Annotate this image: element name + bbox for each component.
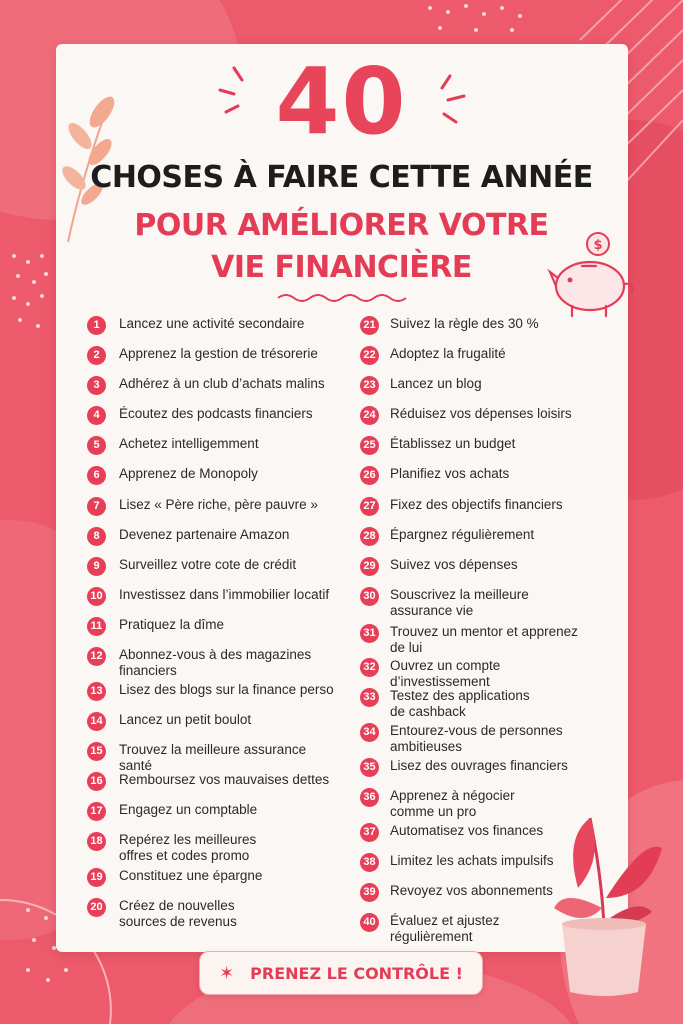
list-item	[360, 406, 572, 425]
item-label-line: Lancez un petit boulot	[119, 712, 252, 727]
list-item	[87, 527, 289, 546]
piggy-bank-icon	[544, 228, 640, 324]
item-number-badge: 22	[360, 346, 379, 365]
item-label	[119, 832, 256, 864]
item-label-line: Lancez une activité secondaire	[119, 316, 305, 331]
item-label-line: Constituez une épargne	[119, 868, 263, 883]
item-label	[390, 466, 509, 482]
item-number-badge: 24	[360, 406, 379, 425]
item-number-badge: 6	[87, 466, 106, 485]
list-item	[360, 497, 563, 516]
item-label-line: Automatisez vos finances	[390, 823, 544, 838]
item-label-line: comme un pro	[390, 804, 477, 819]
item-label	[119, 557, 296, 573]
item-number-badge: 11	[87, 617, 106, 636]
item-label-line: Limitez les achats impulsifs	[390, 853, 554, 868]
item-number-badge: 21	[360, 316, 379, 335]
cta-button[interactable]	[199, 951, 483, 995]
item-label-line: Souscrivez la meilleure	[390, 587, 529, 602]
list-item	[360, 688, 530, 720]
item-label-line: Réduisez vos dépenses loisirs	[390, 406, 572, 421]
item-label-line: Repérez les meilleures	[119, 832, 257, 847]
item-number-badge: 14	[87, 712, 106, 731]
item-label	[119, 712, 251, 728]
item-label-line: ambitieuses	[390, 739, 463, 754]
item-number-badge: 20	[87, 898, 106, 917]
item-number-badge: 28	[360, 527, 379, 546]
list-item	[360, 466, 509, 485]
list-item	[360, 436, 515, 455]
item-label-line: Apprenez de Monopoly	[119, 466, 258, 481]
item-label	[390, 316, 539, 332]
item-label-line: Engagez un comptable	[119, 802, 258, 817]
list-item	[360, 346, 506, 365]
item-label	[390, 376, 482, 392]
item-label	[390, 853, 554, 869]
item-label	[119, 772, 329, 788]
item-label-line: Lisez des ouvrages financiers	[390, 758, 568, 773]
item-label-line: Adhérez à un club d’achats malins	[119, 376, 325, 391]
item-number-badge: 26	[360, 466, 379, 485]
item-label-line: Pratiquez la dîme	[119, 617, 225, 632]
item-label	[119, 406, 313, 422]
headline-line-2-text: POUR AMÉLIORER VOTRE	[134, 208, 549, 243]
item-number-badge: 38	[360, 853, 379, 872]
list-item	[87, 802, 257, 821]
item-label	[119, 376, 325, 392]
item-label-line: Créez de nouvelles	[119, 898, 235, 913]
item-label	[119, 316, 304, 332]
list-item	[360, 913, 500, 945]
list-item	[87, 557, 296, 576]
item-number-badge: 31	[360, 624, 379, 643]
item-label	[119, 466, 258, 482]
item-number-badge: 23	[360, 376, 379, 395]
list-item	[87, 497, 318, 516]
item-number-badge: 36	[360, 788, 379, 807]
list-item	[87, 587, 329, 606]
list-item	[87, 376, 325, 395]
item-number-badge: 3	[87, 376, 106, 395]
item-label-line: Épargnez régulièrement	[390, 527, 535, 542]
list-item	[87, 682, 334, 701]
item-label-line: Évaluez et ajustez	[390, 913, 500, 928]
dots-decoration	[420, 0, 540, 40]
item-number-badge: 8	[87, 527, 106, 546]
item-label	[119, 682, 334, 698]
item-label	[390, 823, 543, 839]
list-item	[87, 647, 311, 679]
list-item	[360, 823, 543, 842]
item-label	[390, 346, 506, 362]
list-item	[360, 723, 563, 755]
list-item	[87, 436, 259, 455]
item-number-badge: 34	[360, 723, 379, 742]
item-number-badge: 2	[87, 346, 106, 365]
item-number-badge: 16	[87, 772, 106, 791]
item-number-badge: 37	[360, 823, 379, 842]
item-label	[390, 624, 578, 656]
item-label	[119, 527, 289, 543]
item-label-line: Lisez « Père riche, père pauvre »	[119, 497, 318, 512]
item-label-line: Ouvrez un compte d’investissement	[390, 658, 501, 689]
item-label	[390, 658, 600, 690]
item-label	[119, 346, 318, 362]
item-label-line: régulièrement	[390, 929, 473, 944]
item-label-line: Suivez vos dépenses	[390, 557, 518, 572]
item-number-badge: 25	[360, 436, 379, 455]
item-label	[119, 742, 342, 774]
list-item	[87, 466, 258, 485]
item-label-line: offres et codes promo	[119, 848, 250, 863]
item-number-badge: 9	[87, 557, 106, 576]
item-label-line: Adoptez la frugalité	[390, 346, 506, 361]
item-label	[390, 436, 515, 452]
item-label-line: financiers	[119, 663, 177, 678]
item-number-badge: 33	[360, 688, 379, 707]
item-number-badge: 35	[360, 758, 379, 777]
list-item	[87, 406, 313, 425]
list-item	[360, 758, 568, 777]
item-label	[390, 688, 530, 720]
item-label-line: Planifiez vos achats	[390, 466, 510, 481]
item-label	[390, 788, 515, 820]
list-item	[360, 557, 518, 576]
item-number-badge: 32	[360, 658, 379, 677]
list-item	[360, 788, 515, 820]
list-item	[87, 772, 329, 791]
list-item	[360, 316, 539, 335]
item-label-line: de lui	[390, 640, 423, 655]
item-label-line: sources de revenus	[119, 914, 237, 929]
item-label	[119, 647, 311, 679]
headline-line-1: CHOSES À FAIRE CETTE ANNÉE	[90, 160, 593, 195]
item-label-line: Apprenez à négocier	[390, 788, 515, 803]
list-item	[360, 658, 600, 690]
item-number-badge: 39	[360, 883, 379, 902]
item-number-badge: 27	[360, 497, 379, 516]
item-label-line: Surveillez votre cote de crédit	[119, 557, 297, 572]
star-icon: ✶	[219, 962, 235, 983]
item-label	[390, 913, 500, 945]
svg-text:$: $	[593, 238, 603, 253]
item-number-badge: 13	[87, 682, 106, 701]
list-item	[360, 853, 554, 872]
list-item	[360, 624, 578, 656]
squiggle-underline-icon	[276, 290, 410, 306]
item-label-line: Entourez-vous de personnes	[390, 723, 563, 738]
item-label-line: Investissez dans l’immobilier locatif	[119, 587, 330, 602]
item-label-line: Suivez la règle des 30 %	[390, 316, 539, 331]
item-label	[390, 758, 568, 774]
item-label-line: Revoyez vos abonnements	[390, 883, 553, 898]
list-item	[87, 742, 342, 774]
item-label-line: Établissez un budget	[390, 436, 516, 451]
item-label-line: de cashback	[390, 704, 466, 719]
item-label	[390, 883, 553, 899]
cta-label: PRENEZ LE CONTRÔLE !	[250, 963, 463, 983]
item-label	[390, 723, 563, 755]
item-label-line: Achetez intelligemment	[119, 436, 259, 451]
item-number-badge: 17	[87, 802, 106, 821]
item-number-badge: 15	[87, 742, 106, 761]
item-label-line: Trouvez un mentor et apprenez	[390, 624, 578, 639]
item-number-badge: 18	[87, 832, 106, 851]
headline-line-3-text: VIE FINANCIÈRE	[211, 250, 472, 285]
list-item	[360, 883, 553, 902]
item-label	[119, 898, 237, 930]
list-item	[87, 832, 256, 864]
item-label-line: Testez des applications	[390, 688, 530, 703]
item-number-badge: 12	[87, 647, 106, 666]
item-label-line: Lisez des blogs sur la finance perso	[119, 682, 334, 697]
item-number-badge: 10	[87, 587, 106, 606]
item-label	[119, 497, 318, 513]
item-number-badge: 5	[87, 436, 106, 455]
list-item	[87, 346, 318, 365]
item-number-badge: 7	[87, 497, 106, 516]
item-label	[390, 527, 534, 543]
item-label-line: Remboursez vos mauvaises dettes	[119, 772, 330, 787]
item-label-line: Devenez partenaire Amazon	[119, 527, 290, 542]
item-number-badge: 30	[360, 587, 379, 606]
item-number-badge: 1	[87, 316, 106, 335]
item-label	[390, 557, 518, 573]
list-item	[360, 376, 482, 395]
item-label-line: Apprenez la gestion de trésorerie	[119, 346, 318, 361]
list-item	[87, 316, 304, 335]
item-label	[119, 617, 224, 633]
headline-number: 40	[275, 48, 408, 155]
item-number-badge: 4	[87, 406, 106, 425]
list-item	[360, 527, 534, 546]
item-label-line: Abonnez-vous à des magazines	[119, 647, 312, 662]
item-label	[119, 868, 262, 884]
item-label	[390, 497, 563, 513]
item-number-badge: 19	[87, 868, 106, 887]
list-item	[87, 868, 262, 887]
item-label	[390, 587, 529, 619]
plant-pot-icon	[544, 778, 674, 1008]
item-label-line: Trouvez la meilleure assurance santé	[119, 742, 307, 773]
item-number-badge: 40	[360, 913, 379, 932]
item-label-line: assurance vie	[390, 603, 474, 618]
item-label	[119, 802, 257, 818]
item-label-line: Fixez des objectifs financiers	[390, 497, 563, 512]
list-item	[360, 587, 529, 619]
item-label	[119, 587, 329, 603]
item-label-line: Écoutez des podcasts financiers	[119, 406, 313, 421]
item-label	[390, 406, 572, 422]
item-number-badge: 29	[360, 557, 379, 576]
list-item	[87, 617, 224, 636]
item-label-line: Lancez un blog	[390, 376, 482, 391]
list-item	[87, 712, 251, 731]
item-label	[119, 436, 259, 452]
list-item	[87, 898, 237, 930]
